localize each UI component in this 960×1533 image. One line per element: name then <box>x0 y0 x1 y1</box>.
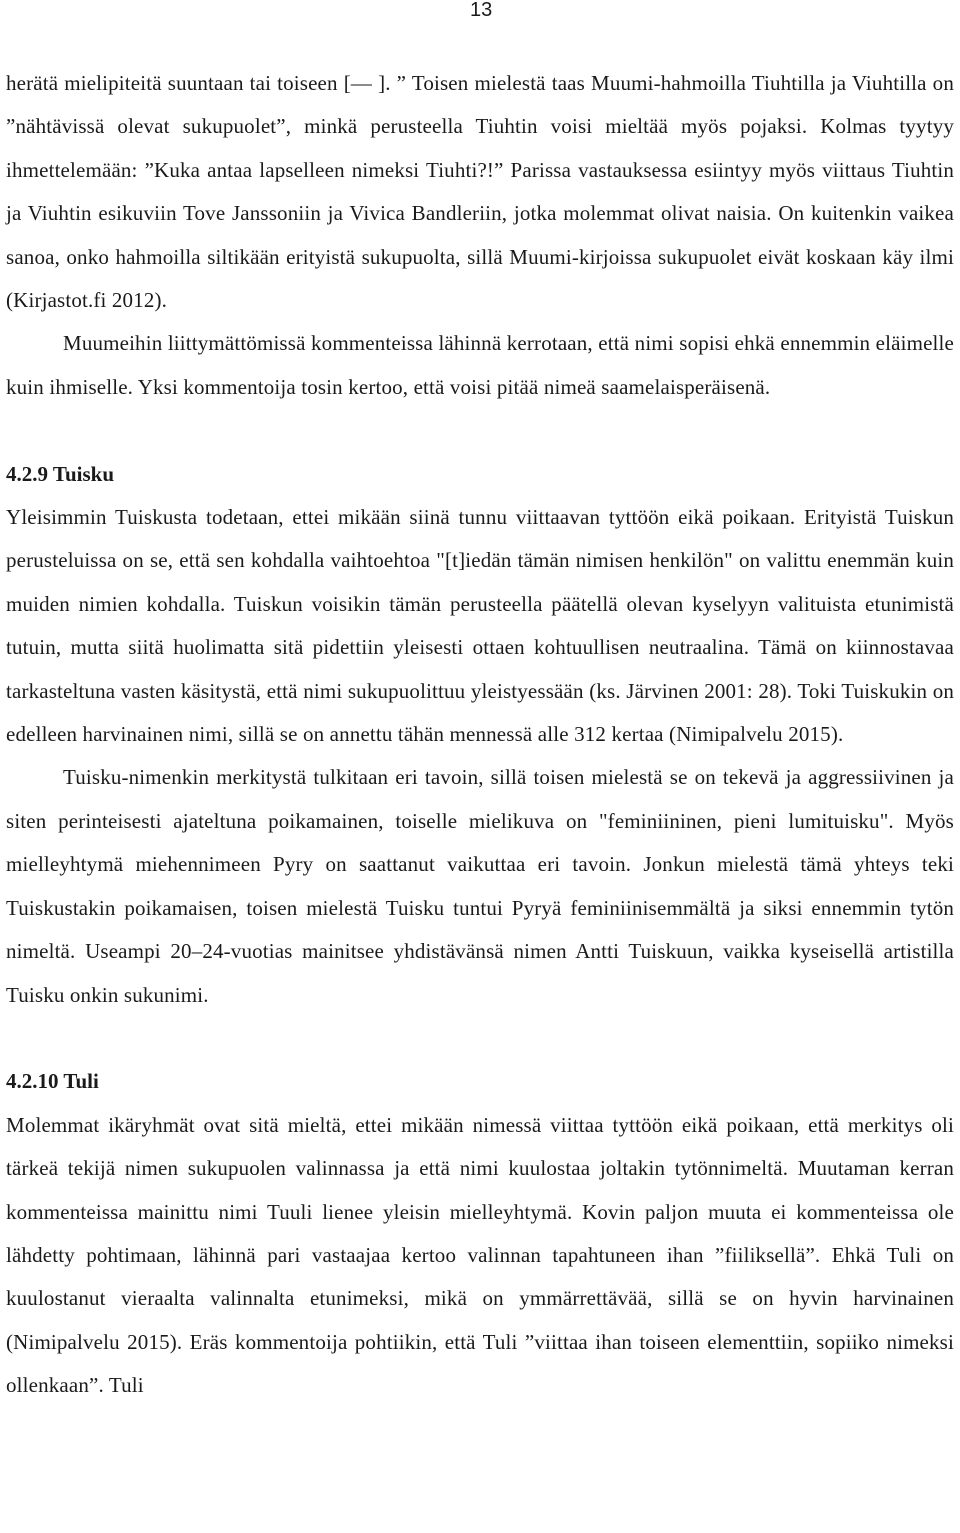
paragraph-muumi-1: herätä mielipiteitä suuntaan tai toiseen [— ]. ” Toisen mielestä taas Muumi-hahmoilla Tiuhtilla ja Viuhtilla on ”nähtävissä olevat sukupuolet”, minkä perusteella Tiuhtin voisi mieltää myös pojaksi. Kolmas tyytyy ihmettelemään: ”Kuka antaa lapselleen nimeksi Tiuhti?!” Parissa vastauksessa esiintyy myös viittaus Tiuhtin ja Viuhtin esikuviin Tove Janssoniin ja Vivica Bandleriin, jotka molemmat olivat naisia. On kuitenkin vaikea sanoa, onko hahmoilla siltikään erityistä sukupuolta, sillä Muumi-kirjoissa sukupuolet eivät koskaan käy ilmi (Kirjastot.fi 2012). <box>6 71 954 313</box>
page-number: 13 <box>470 0 493 21</box>
section-heading-tuisku: 4.2.9 Tuisku <box>6 461 114 486</box>
section-gap <box>6 409 954 452</box>
paragraph-tuli-1: Molemmat ikäryhmät ovat sitä mieltä, ettei mikään nimessä viittaa tyttöön eikä poikaan, että merkitys oli tärkeä tekijä nimen sukupuolen valinnassa ja että nimi kuulostaa joltakin tytönnimeltä. Muutaman kerran kommenteissa mainittu nimi Tuuli lienee yleisin mielleyhtymä. Kovin paljon muuta ei kommenteissa ole lähdetty pohtimaan, lähinnä pari vastaajaa kertoo valinnan tapahtuneen ihan ”fiiliksellä”. Ehkä Tuli on kuulostanut vieraalta valinnalta etunimeksi, mikä on ymmärrettävää, sillä se on hyvin harvinainen (Nimipalvelu 2015). Eräs kommentoija pohtiikin, että Tuli ”viittaa ihan toiseen elementtiin, sopiiko nimeksi ollenkaan”. Tuli <box>6 1112 954 1398</box>
section-heading-tuli: 4.2.10 Tuli <box>6 1069 99 1094</box>
document-body <box>6 62 954 1408</box>
paragraph-muumi-2: Muumeihin liittymättömissä kommenteissa lähinnä kerrotaan, että nimi sopisi ehkä ennemmin eläimelle kuin ihmiselle. Yksi kommentoija tosin kertoo, että voisi pitää nimeä saamelaisperäisenä. <box>6 331 954 399</box>
paragraph-tuisku-2: Tuisku-nimenkin merkitystä tulkitaan eri tavoin, sillä toisen mielestä se on tekevä ja aggressiivinen ja siten perinteisesti ajateltuna poikamainen, toiselle mielikuva on "feminiininen, pieni lumituisku". Myös mielleyhtymä miehennimeen Pyry on saattanut vaikuttaa eri tavoin. Jonkun mielestä tämä yhteys teki Tuiskustakin poikamaisen, toisen mielestä Tuisku tuntui Pyryä feminiinisemmältä ja siksi ennemmin tytön nimeltä. Useampi 20–24-vuotias mainitsee yhdistävänsä nimen Antti Tuiskuun, vaikka kyseisellä artistilla Tuisku onkin sukunimi. <box>6 765 954 1007</box>
section-gap <box>6 1017 954 1060</box>
paragraph-tuisku-1: Yleisimmin Tuiskusta todetaan, ettei mikään siinä tunnu viittaavan tyttöön eikä poikaan. Erityistä Tuiskun perusteluissa on se, että sen kohdalla vaihtoehtoa "[t]iedän tämän nimisen henkilön" on valittu enemmän kuin muiden nimien kohdalla. Tuiskun voisikin tämän perusteella päätellä olevan kyselyyn valituista etunimistä tutuin, mutta siitä huolimatta sitä pidettiin yleisesti ottaen kohtuullisen neutraalina. Tämä on kiinnostavaa tarkasteltuna vasten käsitystä, että nimi sukupuolittuu yleistyessään (ks. Järvinen 2001: 28). Toki Tuiskukin on edelleen harvinainen nimi, sillä se on annettu tähän mennessä alle 312 kertaa (Nimipalvelu 2015). <box>6 505 954 747</box>
